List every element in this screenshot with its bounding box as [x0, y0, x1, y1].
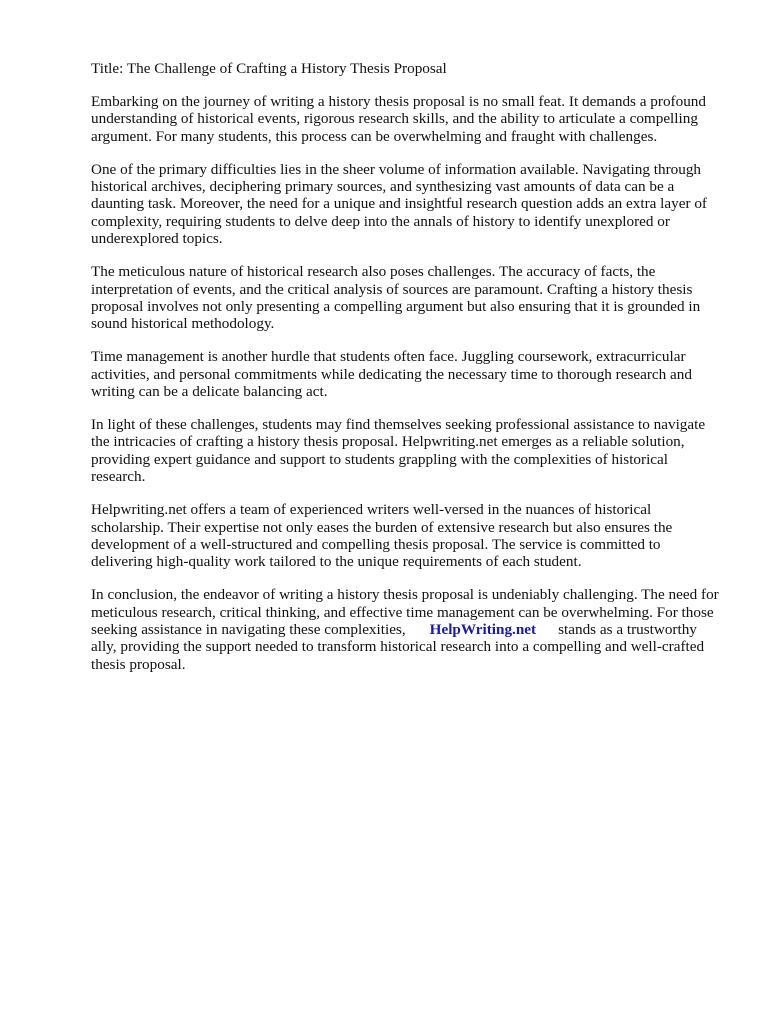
- conclusion-text-before-link: In conclusion, the endeavor of writing a history thesis proposal is undeniably challenging. The need for meticulous research, critical thinking, and effective time management can be overwhelming. For those seeking assistance in navigating these complexities,: [91, 586, 719, 639]
- conclusion-text-after-link: stands as a trustworthy ally, providing the support needed to transform historical research into a compelling and well-crafted thesis proposal.: [91, 621, 705, 673]
- paragraph-meticulous: The meticulous nature of historical research also poses challenges. The accuracy of facts, the interpretation of events, and the critical analysis of sources are paramount. Crafting a history thesis proposal involves not only presenting a compelling argument but also ensuring that it is grounded in sound historical methodology.: [91, 263, 701, 333]
- document-title: Title: The Challenge of Crafting a History Thesis Proposal: [91, 60, 447, 77]
- paragraph-assistance: In light of these challenges, students may find themselves seeking professional assistance to navigate the intricacies of crafting a history thesis proposal. Helpwriting.net emerges as a reliable solution, providing expert guidance and support to students grappling with the complexities of historical research.: [91, 416, 706, 486]
- helpwriting-link[interactable]: HelpWriting.net: [429, 621, 537, 639]
- paragraph-time-management: Time management is another hurdle that students often face. Juggling coursework, extracurricular activities, and personal commitments while dedicating the necessary time to thorough research and writing can be a delicate balancing act.: [91, 348, 692, 401]
- document-page: [91, 60, 721, 689]
- paragraph-difficulties: One of the primary difficulties lies in the sheer volume of information available. Navigating through historical archives, deciphering primary sources, and synthesizing vast amounts of data can be a daunting task. Moreover, the need for a unique and insightful research question adds an extra layer of complexity, requiring students to delve deep into the annals of history to identify unexplored or underexplored topics.: [91, 160, 707, 248]
- paragraph-service: Helpwriting.net offers a team of experienced writers well-versed in the nuances of historical scholarship. Their expertise not only eases the burden of extensive research but also ensures the development of a well-structured and compelling thesis proposal. The service is committed to delivering high-quality work tailored to the unique requirements of each student.: [91, 501, 673, 571]
- paragraph-conclusion: [91, 586, 721, 673]
- paragraph-intro: Embarking on the journey of writing a history thesis proposal is no small feat. It demands a profound understanding of historical events, rigorous research skills, and the ability to articulate a compelling argument. For many students, this process can be overwhelming and fraught with challenges.: [91, 92, 706, 145]
